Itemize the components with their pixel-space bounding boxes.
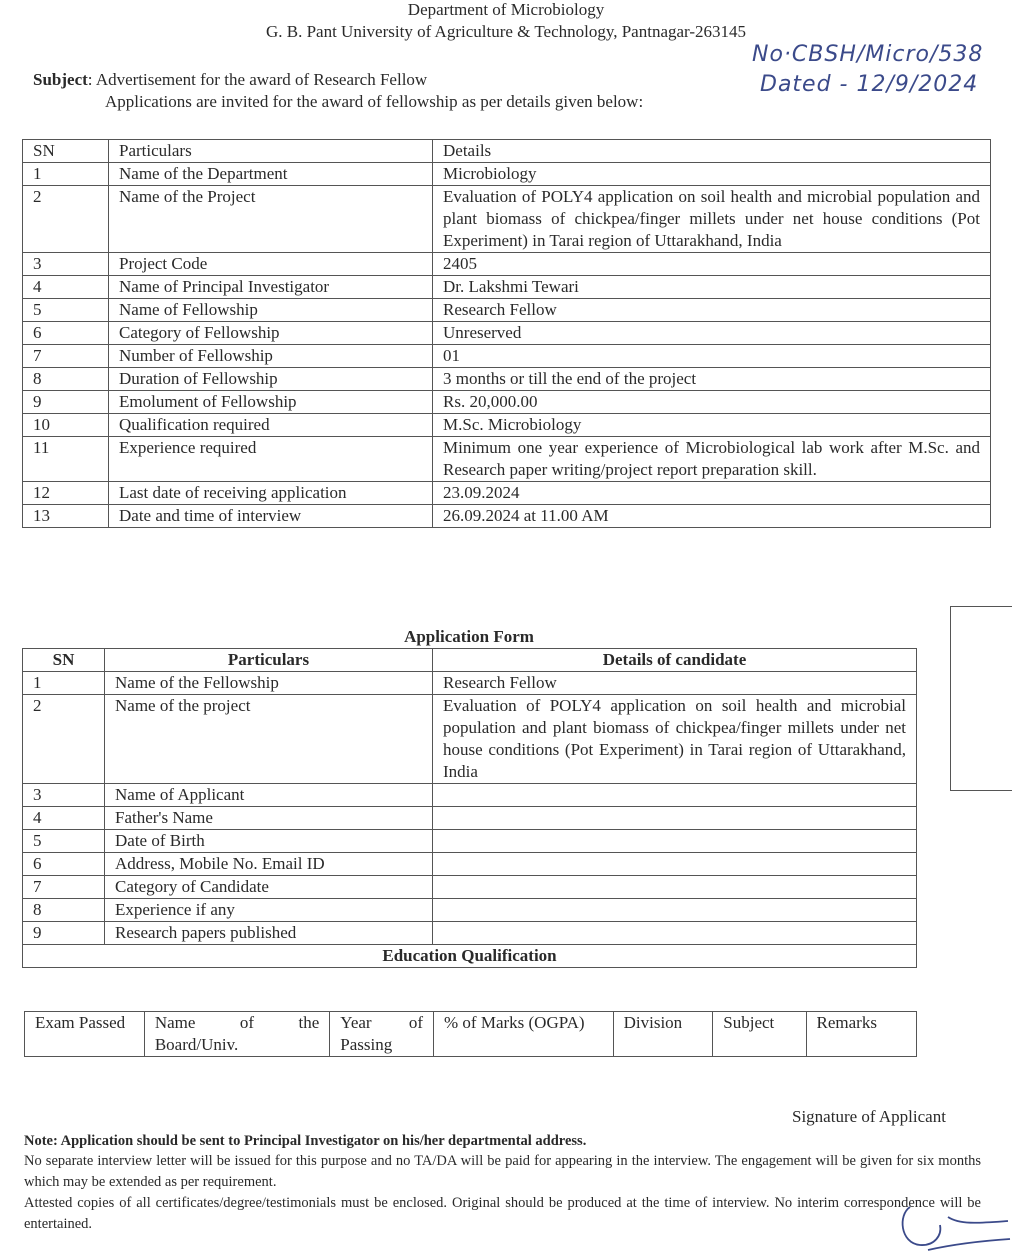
education-header-cell: Subject — [713, 1012, 806, 1057]
form-row — [23, 830, 917, 853]
details-sn-cell: 11 — [23, 437, 109, 482]
form-sn-cell: 8 — [23, 899, 105, 922]
form-particular-cell: Research papers published — [105, 922, 433, 945]
details-row — [23, 414, 991, 437]
form-sn-cell: 9 — [23, 922, 105, 945]
details-sn-cell: 6 — [23, 322, 109, 345]
education-header-cell: % of Marks (OGPA) — [434, 1012, 614, 1057]
form-sn-cell: 2 — [23, 695, 105, 784]
details-particular-cell: Name of the Project — [109, 186, 433, 253]
details-particular-cell: Name of Principal Investigator — [109, 276, 433, 299]
details-value-cell: 01 — [433, 345, 991, 368]
details-sn-cell: 8 — [23, 368, 109, 391]
details-sn-cell: 7 — [23, 345, 109, 368]
form-sn-cell: 6 — [23, 853, 105, 876]
subject-label: Subject — [33, 70, 88, 89]
details-particular-cell: Project Code — [109, 253, 433, 276]
form-row — [23, 672, 917, 695]
education-header-row — [25, 1012, 917, 1057]
form-candidate-cell: Evaluation of POLY4 application on soil health and microbial population and plant biomass of chickpea/finger millets under net house conditions (Pot Experiment) in Tarai region of Uttarakhand, India — [433, 695, 917, 784]
form-row — [23, 695, 917, 784]
details-header-cell: Details — [433, 140, 991, 163]
details-header-cell: Particulars — [109, 140, 433, 163]
form-candidate-cell — [433, 899, 917, 922]
education-header-cell: Year of Passing — [330, 1012, 434, 1057]
details-particular-cell: Emolument of Fellowship — [109, 391, 433, 414]
handwritten-signature — [890, 1195, 1012, 1255]
form-candidate-cell — [433, 830, 917, 853]
form-header-row — [23, 649, 917, 672]
note-line-2: Attested copies of all certificates/degree/testimonials must be enclosed. Original should be produced at the time of interview. No interim correspondence will be entertained. — [24, 1195, 981, 1232]
form-particular-cell: Name of the project — [105, 695, 433, 784]
signature-stroke — [903, 1207, 1010, 1250]
form-row — [23, 899, 917, 922]
education-header-cell: Name of the Board/Univ. — [144, 1012, 329, 1057]
details-particular-cell: Name of the Department — [109, 163, 433, 186]
form-sn-cell: 3 — [23, 784, 105, 807]
details-particular-cell: Category of Fellowship — [109, 322, 433, 345]
form-candidate-cell — [433, 922, 917, 945]
details-row — [23, 482, 991, 505]
form-particular-cell: Category of Candidate — [105, 876, 433, 899]
details-row — [23, 505, 991, 528]
details-row — [23, 391, 991, 414]
details-sn-cell: 12 — [23, 482, 109, 505]
invitation-text: Applications are invited for the award of fellowship as per details given below: — [105, 92, 644, 111]
details-row — [23, 163, 991, 186]
details-particular-cell: Date and time of interview — [109, 505, 433, 528]
form-particular-cell: Date of Birth — [105, 830, 433, 853]
details-value-cell: Evaluation of POLY4 application on soil health and microbial population and plant biomass of chickpea/finger millets under net house conditions (Pot Experiment) in Tarai region of Uttarakhand, India — [433, 186, 991, 253]
details-sn-cell: 1 — [23, 163, 109, 186]
form-row — [23, 876, 917, 899]
handwritten-date: Dated - 12/9/2024 — [760, 72, 979, 97]
form-candidate-cell: Research Fellow — [433, 672, 917, 695]
details-sn-cell: 2 — [23, 186, 109, 253]
details-table — [22, 139, 991, 528]
details-value-cell: Research Fellow — [433, 299, 991, 322]
form-candidate-cell — [433, 853, 917, 876]
form-row — [23, 922, 917, 945]
details-particular-cell: Qualification required — [109, 414, 433, 437]
form-header-cell: Details of candidate — [433, 649, 917, 672]
form-particular-cell: Address, Mobile No. Email ID — [105, 853, 433, 876]
details-sn-cell: 10 — [23, 414, 109, 437]
university-name: G. B. Pant University of Agriculture & Technology, Pantnagar-263145 — [265, 22, 747, 41]
details-sn-cell: 3 — [23, 253, 109, 276]
details-value-cell: Dr. Lakshmi Tewari — [433, 276, 991, 299]
details-value-cell: 3 months or till the end of the project — [433, 368, 991, 391]
details-value-cell: Microbiology — [433, 163, 991, 186]
details-row — [23, 345, 991, 368]
form-sn-cell: 5 — [23, 830, 105, 853]
note-line-1: No separate interview letter will be issued for this purpose and no TA/DA will be paid for appearing in the interview. The engagement will be given for six months which may be extended as per requirement. — [24, 1153, 981, 1190]
details-row — [23, 368, 991, 391]
form-header-cell: Particulars — [105, 649, 433, 672]
application-form-title: Application Form — [404, 627, 534, 646]
details-value-cell: 2405 — [433, 253, 991, 276]
details-particular-cell: Experience required — [109, 437, 433, 482]
details-row — [23, 253, 991, 276]
details-value-cell: Unreserved — [433, 322, 991, 345]
form-particular-cell: Name of the Fellowship — [105, 672, 433, 695]
details-row — [23, 437, 991, 482]
subject-text: : Advertisement for the award of Research Fellow — [87, 70, 428, 89]
details-particular-cell: Last date of receiving application — [109, 482, 433, 505]
form-candidate-cell — [433, 807, 917, 830]
handwritten-ref-no: No·CBSH/Micro/538 — [752, 42, 984, 67]
form-particular-cell: Name of Applicant — [105, 784, 433, 807]
form-header-cell: SN — [23, 649, 105, 672]
form-row — [23, 853, 917, 876]
details-value-cell: 23.09.2024 — [433, 482, 991, 505]
details-sn-cell: 4 — [23, 276, 109, 299]
form-candidate-cell — [433, 784, 917, 807]
form-candidate-cell — [433, 876, 917, 899]
form-particular-cell: Father's Name — [105, 807, 433, 830]
form-particular-cell: Experience if any — [105, 899, 433, 922]
details-sn-cell: 5 — [23, 299, 109, 322]
signature-label: Signature of Applicant — [792, 1107, 946, 1126]
details-particular-cell: Name of Fellowship — [109, 299, 433, 322]
form-row — [23, 807, 917, 830]
photo-box — [950, 606, 1012, 791]
education-header-cell: Division — [613, 1012, 713, 1057]
details-row — [23, 186, 991, 253]
form-row — [23, 784, 917, 807]
education-table — [24, 1011, 917, 1057]
education-qualification-title: Education Qualification — [23, 945, 917, 968]
details-row — [23, 299, 991, 322]
form-sn-cell: 7 — [23, 876, 105, 899]
application-form-table — [22, 648, 917, 968]
details-sn-cell: 13 — [23, 505, 109, 528]
details-value-cell: M.Sc. Microbiology — [433, 414, 991, 437]
details-row — [23, 322, 991, 345]
details-sn-cell: 9 — [23, 391, 109, 414]
department-name: Department of Microbiology — [407, 0, 605, 19]
details-value-cell: Rs. 20,000.00 — [433, 391, 991, 414]
details-header-cell: SN — [23, 140, 109, 163]
note-heading: Note: Application should be sent to Principal Investigator on his/her departmental address. — [24, 1133, 587, 1149]
details-row — [23, 276, 991, 299]
details-header-row — [23, 140, 991, 163]
details-particular-cell: Number of Fellowship — [109, 345, 433, 368]
details-value-cell: 26.09.2024 at 11.00 AM — [433, 505, 991, 528]
details-particular-cell: Duration of Fellowship — [109, 368, 433, 391]
education-header-cell: Exam Passed — [25, 1012, 145, 1057]
subject-line — [33, 70, 427, 90]
education-header-cell: Remarks — [806, 1012, 916, 1057]
education-title-row — [23, 945, 917, 968]
form-sn-cell: 1 — [23, 672, 105, 695]
details-value-cell: Minimum one year experience of Microbiological lab work after M.Sc. and Research paper writing/project report preparation skill. — [433, 437, 991, 482]
form-sn-cell: 4 — [23, 807, 105, 830]
